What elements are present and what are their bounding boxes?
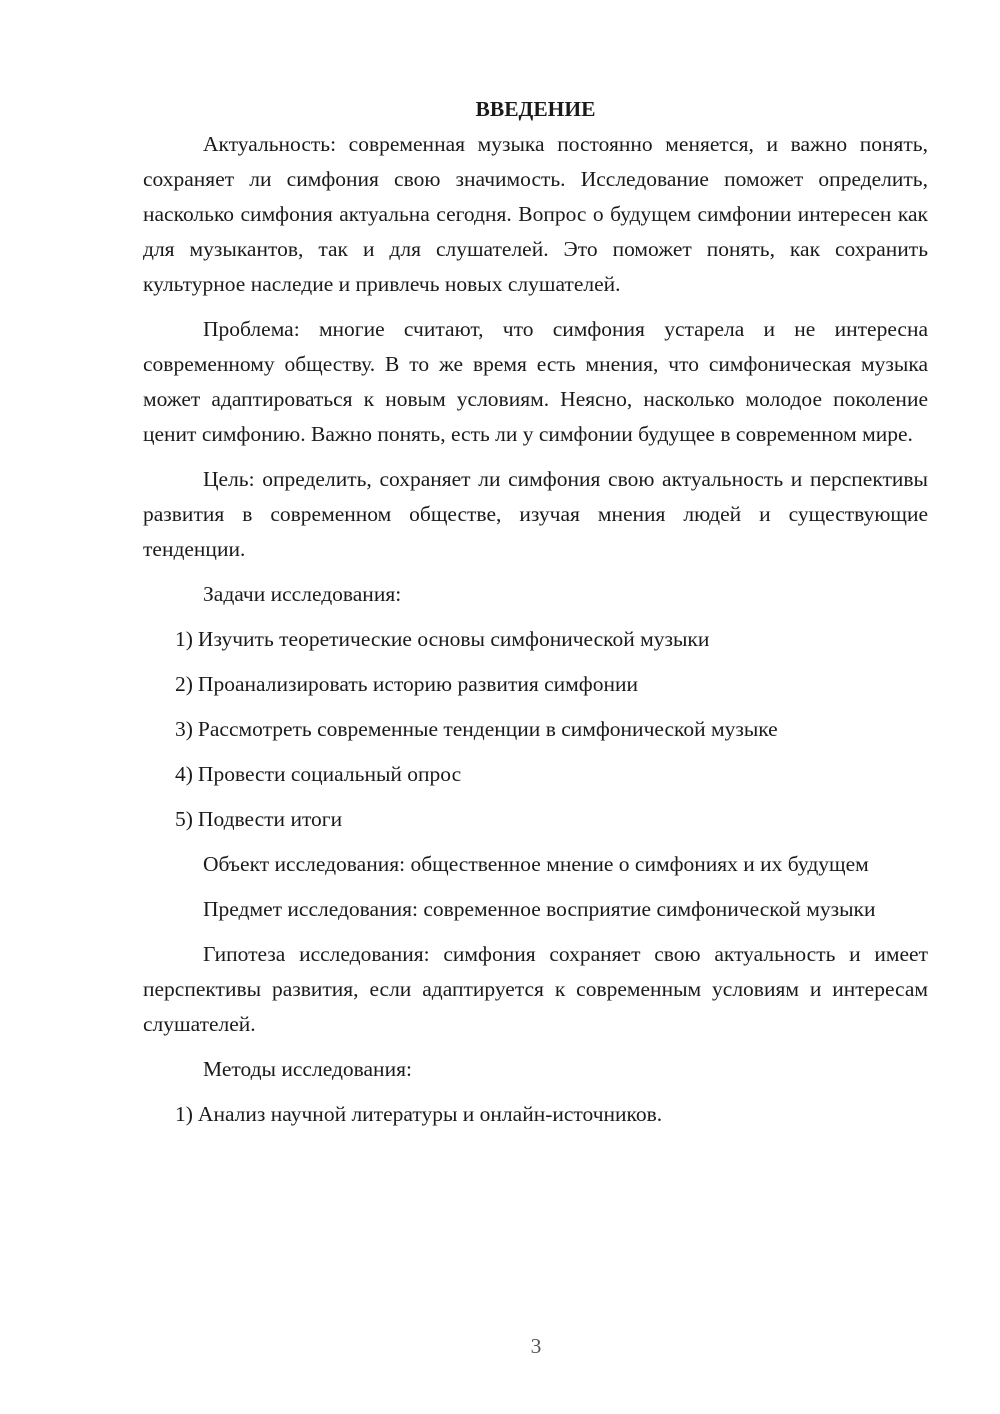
list-item-text: Изучить теоретические основы симфонической музыки	[197, 627, 710, 651]
goal-paragraph: Цель: определить, сохраняет ли симфония свою актуальность и перспективы развития в современном обществе, изучая мнения людей и существующие тенденции.	[143, 467, 928, 561]
list-item-number: 3)	[175, 717, 193, 741]
object-paragraph: Объект исследования: общественное мнение о симфониях и их будущем	[203, 852, 869, 876]
subject-paragraph: Предмет исследования: современное восприятие симфонической музыки	[203, 897, 876, 921]
list-item-number: 1)	[175, 1102, 193, 1126]
list-item-text: Провести социальный опрос	[197, 762, 462, 786]
list-item	[143, 712, 928, 747]
list-item	[143, 1097, 928, 1132]
hypothesis-paragraph: Гипотеза исследования: симфония сохраняет свою актуальность и имеет перспективы развития, если адаптируется к современным условиям и интересам слушателей.	[143, 942, 928, 1036]
page-number: 3	[530, 1334, 542, 1358]
list-item	[143, 802, 928, 837]
document-page	[143, 92, 928, 1142]
list-item-number: 1)	[175, 627, 193, 651]
tasks-label: Задачи исследования:	[203, 582, 402, 606]
list-item-text: Проанализировать историю развития симфонии	[197, 672, 638, 696]
tasks-list	[143, 622, 928, 837]
methods-list	[143, 1097, 928, 1132]
list-item-number: 5)	[175, 807, 193, 831]
section-title: ВВЕДЕНИЕ	[475, 97, 596, 121]
list-item-number: 4)	[175, 762, 193, 786]
list-item-text: Анализ научной литературы и онлайн-источников.	[197, 1102, 663, 1126]
list-item	[143, 622, 928, 657]
list-item-text: Рассмотреть современные тенденции в симфонической музыке	[197, 717, 778, 741]
methods-label: Методы исследования:	[203, 1057, 412, 1081]
list-item-number: 2)	[175, 672, 193, 696]
list-item-text: Подвести итоги	[197, 807, 343, 831]
list-item	[143, 757, 928, 792]
problem-paragraph: Проблема: многие считают, что симфония устарела и не интересна современному обществу. В то же время есть мнения, что симфоническая музыка может адаптироваться к новым условиям. Неясно, насколько молодое поколение ценит симфонию. Важно понять, есть ли у симфонии будущее в современном мире.	[143, 317, 928, 446]
list-item	[143, 667, 928, 702]
relevance-paragraph: Актуальность: современная музыка постоянно меняется, и важно понять, сохраняет ли симфония свою значимость. Исследование поможет определить, насколько симфония актуальна сегодня. Вопрос о будущем симфонии интересен как для музыкантов, так и для слушателей. Это поможет понять, как сохранить культурное наследие и привлечь новых слушателей.	[143, 132, 928, 296]
